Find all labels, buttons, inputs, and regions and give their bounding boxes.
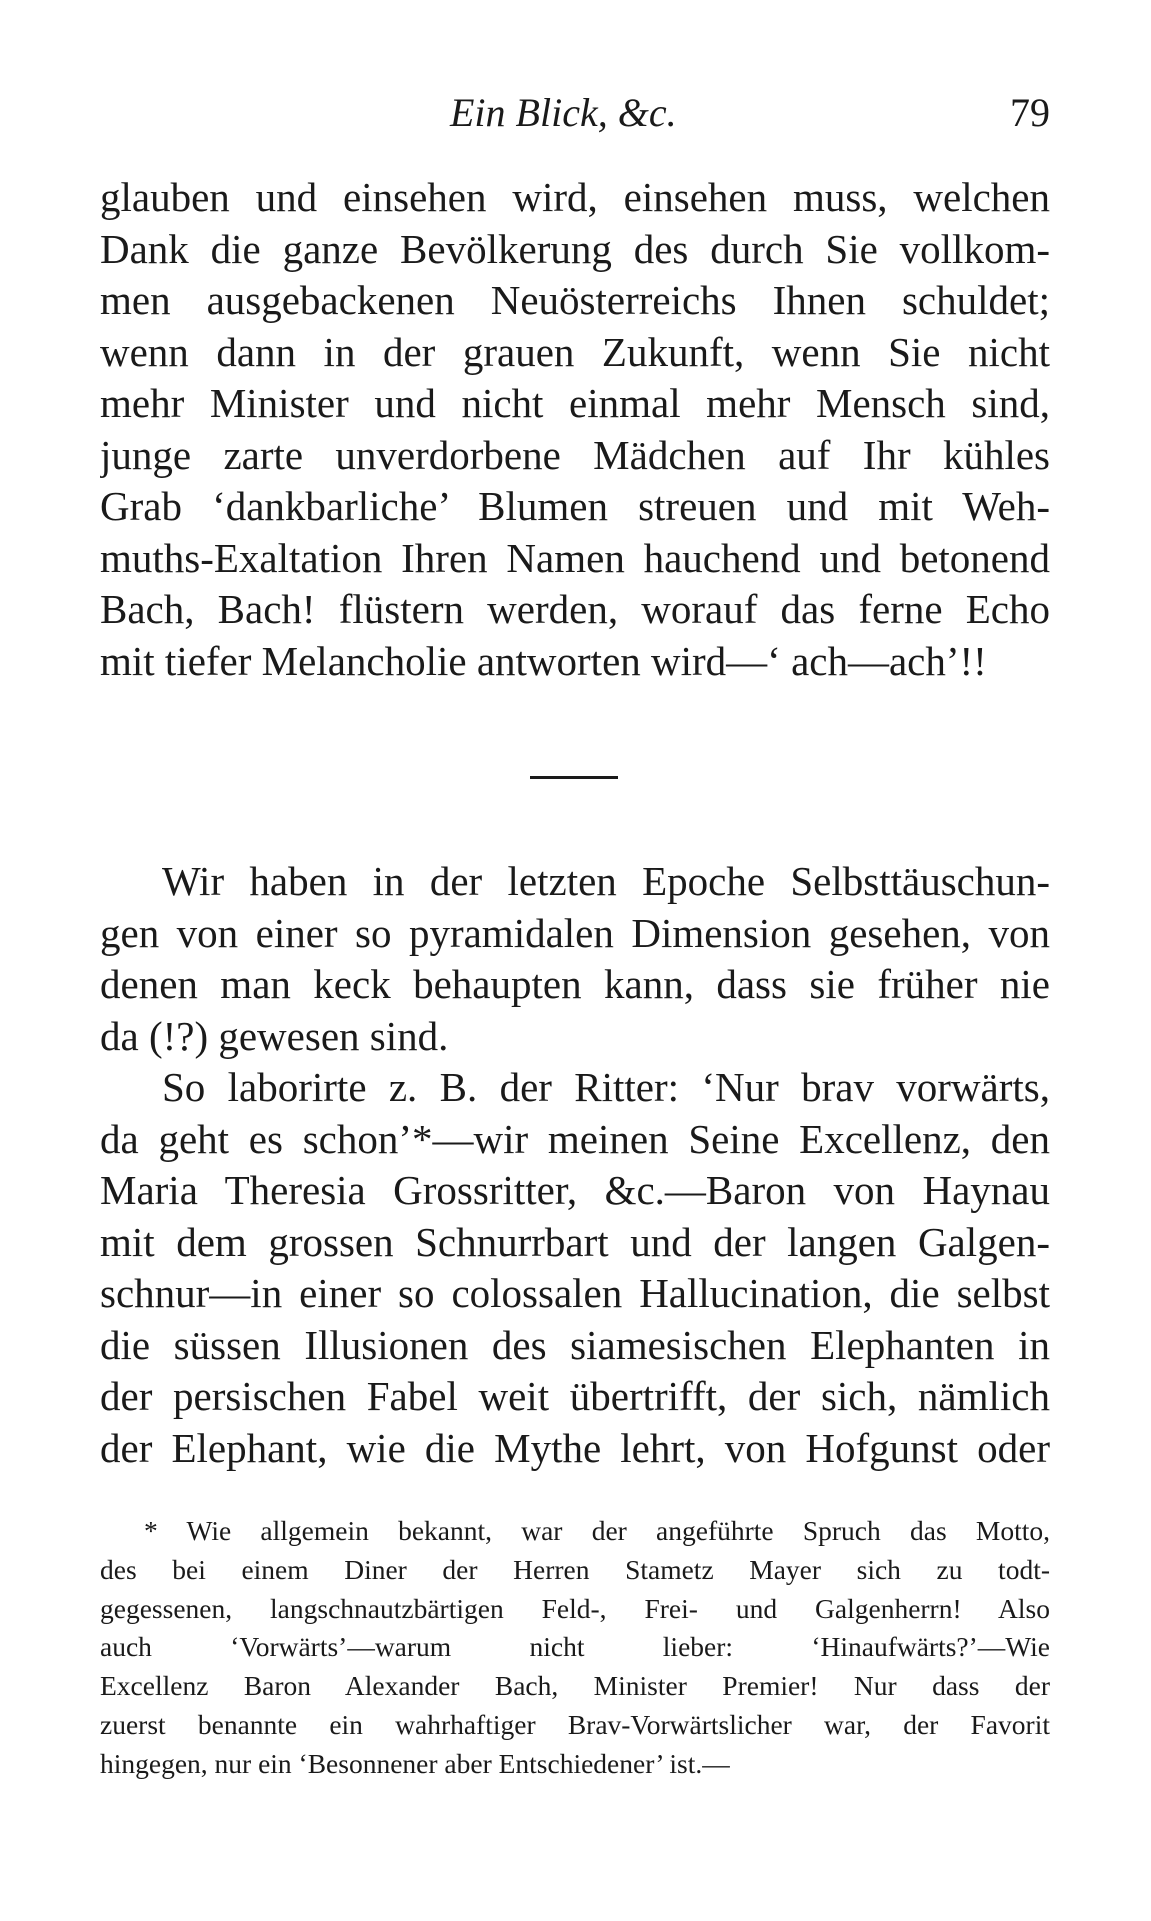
paragraph-selbsttaeuschungen xyxy=(100,856,1050,1062)
footnote-line: auch ‘Vorwärts’—warum nicht lieber: ‘Hinaufwärts?’—Wie xyxy=(100,1631,1050,1663)
paragraph-ritter xyxy=(100,1062,1050,1474)
text-line: mit tiefer Melancholie antworten wird—‘ ach—ach’!! xyxy=(100,637,987,684)
text-line: der Elephant, wie die Mythe lehrt, von Hofgunst oder xyxy=(100,1424,1050,1471)
text-line: da (!?) gewesen sind. xyxy=(100,1012,449,1059)
text-line: der persischen Fabel weit übertrifft, der sich, nämlich xyxy=(100,1373,1050,1419)
page-header xyxy=(100,88,1050,138)
text-line: Dank die ganze Bevölkerung des durch Sie vollkom- xyxy=(100,225,1050,272)
text-line: glauben und einsehen wird, einsehen muss, welchen xyxy=(100,174,1050,220)
text-line: muths-Exaltation Ihren Namen hauchend und betonend xyxy=(100,534,1050,581)
text-line: denen man keck behaupten kann, dass sie früher nie xyxy=(100,961,1050,1007)
text-line: gen von einer so pyramidalen Dimension gesehen, von xyxy=(100,909,1050,956)
text-line: die süssen Illusionen des siamesischen Elephanten in xyxy=(100,1321,1050,1368)
text-line: Grab ‘dankbarliche’ Blumen streuen und mit Weh- xyxy=(100,483,1050,529)
running-title: Ein Blick, &c. xyxy=(450,90,677,135)
footnote-line: Excellenz Baron Alexander Bach, Minister Premier! Nur dass der xyxy=(100,1670,1050,1702)
text-line: schnur—in einer so colossalen Hallucination, die selbst xyxy=(100,1270,1050,1316)
section-divider xyxy=(530,776,618,779)
footnote-line: des bei einem Diner der Herren Stametz Mayer sich zu todt- xyxy=(100,1553,1050,1585)
footnote xyxy=(100,1512,1050,1784)
footnote-line: zuerst benannte ein wahrhaftiger Brav-Vorwärtslicher war, der Favorit xyxy=(100,1708,1050,1740)
text-line: mehr Minister und nicht einmal mehr Mensch sind, xyxy=(100,380,1050,426)
text-line: So laborirte z. B. der Ritter: ‘Nur brav vorwärts, xyxy=(162,1064,1050,1110)
footnote-line: * Wie allgemein bekannt, war der angeführte Spruch das Motto, xyxy=(144,1515,1050,1546)
text-line: Maria Theresia Grossritter, &c.—Baron von Haynau xyxy=(100,1167,1050,1213)
text-line: mit dem grossen Schnurrbart und der langen Galgen- xyxy=(100,1218,1050,1265)
text-line: da geht es schon’*—wir meinen Seine Excellenz, den xyxy=(100,1115,1050,1162)
footnote-line: gegessenen, langschnautzbärtigen Feld-, Frei- und Galgenherrn! Also xyxy=(100,1592,1050,1624)
text-line: men ausgebackenen Neuösterreichs Ihnen schuldet; xyxy=(100,277,1050,323)
text-line: Wir haben in der letzten Epoche Selbsttäuschun- xyxy=(162,858,1050,904)
text-line: junge zarte unverdorbene Mädchen auf Ihr kühles xyxy=(100,431,1050,478)
footnote-line: hingegen, nur ein ‘Besonnener aber Entschiedener’ ist.— xyxy=(100,1747,730,1779)
text-line: wenn dann in der grauen Zukunft, wenn Sie nicht xyxy=(100,328,1050,375)
page-number: 79 xyxy=(1010,90,1050,135)
paragraph-continued xyxy=(100,172,1050,687)
text-line: Bach, Bach! flüstern werden, worauf das ferne Echo xyxy=(100,586,1050,632)
